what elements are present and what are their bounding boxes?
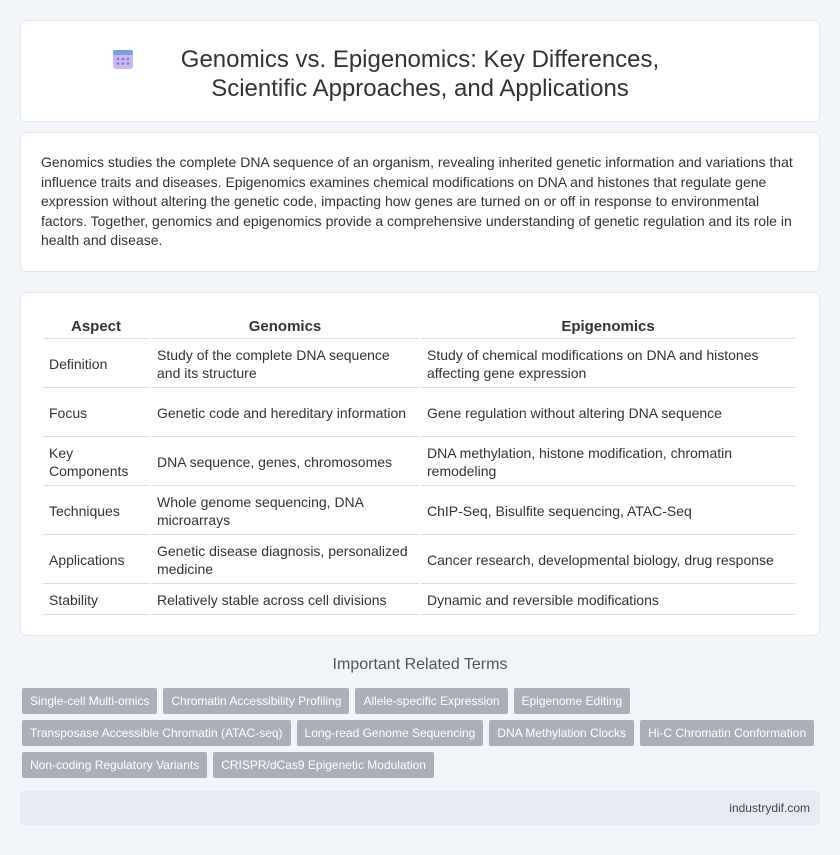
comparison-table-card <box>20 292 820 636</box>
table-row <box>43 341 795 388</box>
table-cell: Genetic disease diagnosis, personalized medicine <box>151 537 419 584</box>
related-term-tag[interactable]: DNA Methylation Clocks <box>489 720 634 746</box>
table-cell: Stability <box>43 586 149 615</box>
intro-card <box>20 132 820 272</box>
table-cell: Definition <box>43 341 149 388</box>
table-cell: Techniques <box>43 488 149 535</box>
table-cell: DNA sequence, genes, chromosomes <box>151 439 419 486</box>
related-term-tag[interactable]: Allele-specific Expression <box>355 688 507 714</box>
table-row <box>43 586 795 615</box>
table-cell: DNA methylation, histone modification, chromatin remodeling <box>421 439 795 486</box>
table-row <box>43 439 795 486</box>
table-cell: Whole genome sequencing, DNA microarrays <box>151 488 419 535</box>
table-cell: Focus <box>43 390 149 437</box>
table-cell: Relatively stable across cell divisions <box>151 586 419 615</box>
table-cell: Applications <box>43 537 149 584</box>
table-row <box>43 537 795 584</box>
related-term-tag[interactable]: Non-coding Regulatory Variants <box>22 752 207 778</box>
related-terms-heading: Important Related Terms <box>332 656 508 673</box>
related-term-tag[interactable]: Chromatin Accessibility Profiling <box>163 688 349 714</box>
related-term-tag[interactable]: Hi-C Chromatin Conformation <box>640 720 814 746</box>
table-row <box>43 488 795 535</box>
related-term-tag[interactable]: Single-cell Multi-omics <box>22 688 157 714</box>
page-title: Genomics vs. Epigenomics: Key Differences, Scientific Approaches, and Applications <box>180 46 660 102</box>
related-term-tag[interactable]: Epigenome Editing <box>514 688 631 714</box>
footer-site-link[interactable]: industrydif.com <box>729 801 810 815</box>
title-card <box>20 20 820 122</box>
column-header: Aspect <box>43 315 149 339</box>
table-cell: Study of chemical modifications on DNA and histones affecting gene expression <box>421 341 795 388</box>
related-term-tag[interactable]: CRISPR/dCas9 Epigenetic Modulation <box>213 752 434 778</box>
table-row <box>43 390 795 437</box>
related-term-tag[interactable]: Transposase Accessible Chromatin (ATAC-seq) <box>22 720 291 746</box>
comparison-table <box>41 313 797 617</box>
table-cell: ChIP-Seq, Bisulfite sequencing, ATAC-Seq <box>421 488 795 535</box>
table-cell: Dynamic and reversible modifications <box>421 586 795 615</box>
related-term-tag[interactable]: Long-read Genome Sequencing <box>297 720 484 746</box>
table-cell: Genetic code and hereditary information <box>151 390 419 437</box>
table-cell: Cancer research, developmental biology, drug response <box>421 537 795 584</box>
table-header-row <box>43 315 795 339</box>
related-terms-list <box>22 688 822 784</box>
table-cell: Study of the complete DNA sequence and its structure <box>151 341 419 388</box>
column-header: Epigenomics <box>421 315 795 339</box>
intro-paragraph: Genomics studies the complete DNA sequence of an organism, revealing inherited genetic information and variations that influence traits and diseases. Epigenomics examines chemical modifications on DNA and histones that regulate gene expression without altering the genetic code, impacting how genes are turned on or off in response to environmental factors. Together, genomics and epigenomics provide a comprehensive understanding of genetic regulation and its role in health and disease. <box>41 154 793 249</box>
table-cell: Key Components <box>43 439 149 486</box>
footer <box>20 791 820 825</box>
table-cell: Gene regulation without altering DNA sequence <box>421 390 795 437</box>
column-header: Genomics <box>151 315 419 339</box>
